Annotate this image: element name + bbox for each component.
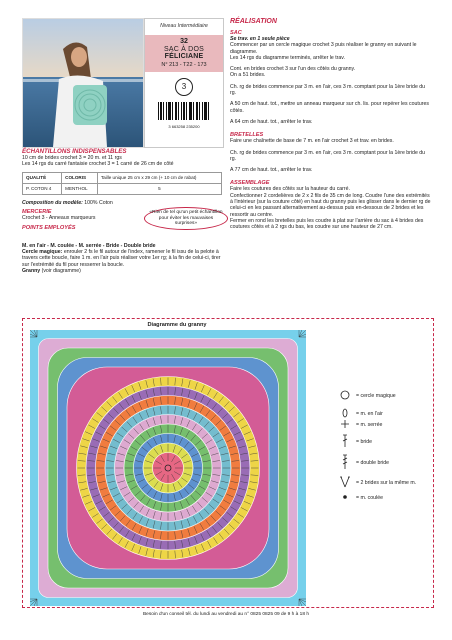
difficulty-level: Niveau Intermédiaire — [160, 23, 208, 29]
table-cell-balls: 5 — [97, 183, 221, 194]
diagram-rings — [30, 330, 306, 606]
legend-item-single — [338, 419, 382, 431]
echantillons-line-2: Les 14 rgs du carré fantaisie crochet 3 = 1 carré de 26 cm de côté — [22, 161, 174, 168]
left-column — [22, 148, 228, 274]
legend-item-treble — [338, 454, 389, 472]
legend-item-cercle — [338, 390, 396, 402]
realisation-title: RÉALISATION — [230, 18, 277, 25]
crochet-size-number: 3 — [181, 82, 187, 91]
granny-diagram — [30, 330, 306, 606]
pattern-info-box — [144, 18, 224, 148]
bretelles-p2: Ch. rg de brides commence par 3 m. en l'air, ces 3 m. comptant pour la 1ère bride du rg. — [230, 149, 426, 162]
table-cell-quality: P. COTON 4 — [23, 183, 62, 194]
legend-item-v — [338, 476, 416, 490]
echantillons-title: ÉCHANTILLONS INDISPENSABLES — [22, 148, 127, 155]
mercerie-block — [22, 209, 228, 243]
granny-label: Granny — [22, 268, 41, 275]
bretelles-p1: Faire une chaînette de base de 7 m. en l'air crochet 3 et trav. en brides. — [230, 138, 394, 145]
barcode-digits: 3 663258 235200 — [168, 124, 200, 129]
sac-p4: A 50 cm de haut. tot., mettre un anneau marqueur sur ch. lis. pour repérer les coutures côtés. — [230, 101, 429, 114]
footer-help-line: Besoin d'un conseil tél. du lundi au vendredi au n° 0825 0825 09 de 9 h à 18 h — [142, 612, 310, 617]
bride-icon — [338, 434, 352, 450]
sac-p1: Commencer par un cercle magique crochet 3 puis réaliser le granny en suivant le diagramme. — [230, 42, 417, 55]
legend-label: = bride — [356, 439, 373, 445]
sac-p3: Ch. rg de brides commence par 3 m. en l'air, ces 3 m. comptant pour la 1ère bride du rg. — [230, 83, 426, 97]
bretelles-title: BRETELLES — [230, 132, 264, 139]
assemblage-title: ASSEMBLAGE — [230, 180, 270, 187]
tip-bubble: «Rien de tel qu'un petit échantillon pour éviter les mauvaises surprises» — [144, 207, 228, 230]
composition-value: 100% Coton — [82, 199, 113, 206]
legend-label: = cercle magique — [356, 393, 396, 399]
model-photo — [22, 18, 144, 148]
mercerie-title: MERCERIE — [22, 208, 52, 215]
cercle-magique-text — [22, 249, 228, 268]
cercle-label: Cercle magique: — [22, 249, 63, 256]
assemblage-p3: Fermer en rond les bretelles puis les coudre à plat sur l'arrière du sac à 4 brides des coutures côtés et à 2 rgs du bas, les coudre sur une hauteur de 27 cm. — [230, 217, 424, 231]
table-cell-colour: MENTHOL — [62, 183, 98, 194]
sac-title: SAC — [230, 30, 242, 36]
pattern-title — [145, 46, 223, 60]
sac-subtitle: Se trav. en 1 seule pièce — [230, 36, 290, 42]
legend-label: = m. coulée — [356, 495, 383, 501]
pattern-number: 32 — [180, 38, 188, 45]
yarn-references: N° 213 - T22 - 173 — [161, 62, 207, 68]
points-title: POINTS EMPLOYÉS — [22, 225, 76, 232]
mercerie-value: Crochet 3 - Anneaux marqueurs — [22, 214, 96, 221]
pattern-title-bold: FÉLICIANE — [164, 53, 204, 60]
table-header-size: Taille unique 25 cm x 29 cm (+ 10 cm de rabat) — [97, 172, 221, 183]
composition — [22, 200, 228, 206]
dot-icon — [338, 492, 352, 504]
legend-label: = double bride — [356, 460, 390, 466]
double-bride-icon — [338, 454, 352, 472]
crochet-size-icon — [175, 78, 193, 96]
assemblage-p2: Confectionner 2 cordelières de 2 x 2 fils de 35 cm de long. Coudre l'une des extrémités à l'intérieur (sur la couture côté) en haut du granny puis les glisser dans le dernier rg de celui-ci en les passant alternativement au-dessus puis en-dessous de 2 brides et les ressortir au centre. — [230, 192, 431, 218]
cercle-body: enrouler 2 fs le fil autour de l'index, ramener le fil issu de la pelote à travers cette boucle, faire 1 m. en l'air puis réaliser votre 1er rg; à la fin de celui-ci, tirer sur l'extrémité du fil pour resserrer la boucle. — [22, 249, 221, 268]
plus-icon — [338, 419, 352, 431]
sac-p2: Cont. en brides crochet 3 sur l'un des côtés du granny. — [230, 66, 356, 73]
circle-icon — [338, 390, 352, 402]
legend-label: = m. en l'air — [356, 411, 383, 417]
sac-p2b: On a 51 brides. — [230, 72, 266, 79]
legend-label: = m. serrée — [356, 422, 383, 428]
echantillons-line-1: 10 cm de brides crochet 3 = 20 m. et 11 rgs — [22, 155, 122, 161]
legend-item-slip — [338, 492, 383, 504]
title-band — [145, 35, 223, 72]
composition-label: Composition du modèle: — [22, 199, 83, 206]
granny-body: (voir diagramme) — [40, 268, 81, 275]
pattern-title-prefix: SAC À DOS — [164, 46, 204, 53]
v-stitch-icon — [338, 476, 352, 490]
barcode — [156, 102, 212, 129]
sac-p5: A 64 cm de haut. tot., arrêter le trav. — [230, 118, 313, 125]
sac-p1b: Les 14 rgs du diagramme terminés, arrêter le trav. — [230, 54, 345, 61]
quantity-table — [22, 172, 222, 195]
assemblage-p1: Faire les coutures des côtés sur la hauteur du carré. — [230, 186, 350, 193]
legend-label: = 2 brides sur la même m. — [356, 480, 417, 486]
diagram-title: Diagramme du granny — [147, 322, 207, 328]
table-header-colour: COLORIS — [62, 172, 98, 183]
table-header-quality: QUALITÉ — [23, 172, 62, 183]
legend-item-double — [338, 434, 372, 450]
bretelles-p3: A 77 cm de haut. tot., arrêter le trav. — [230, 167, 313, 174]
right-column — [230, 18, 432, 231]
points-list: M. en l'air - M. coulée - M. serrée - Bride - Double bride — [22, 242, 156, 249]
granny-text — [22, 268, 228, 274]
